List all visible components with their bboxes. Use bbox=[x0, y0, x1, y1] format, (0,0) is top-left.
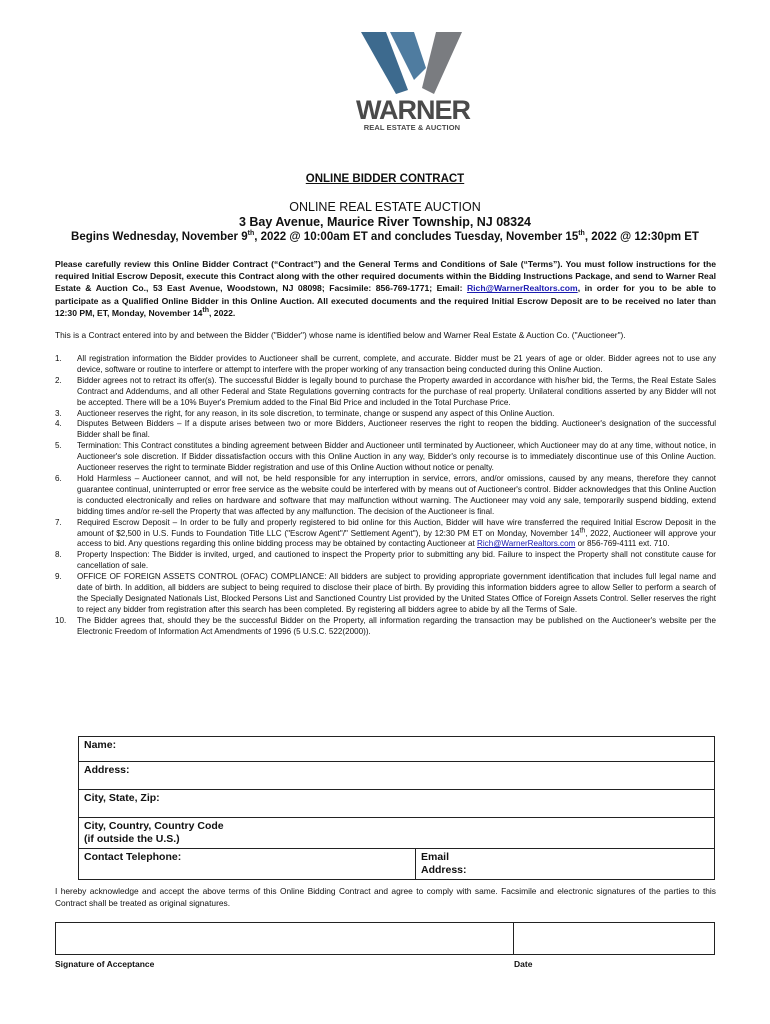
term-item: 10. The Bidder agrees that, should they be the successful Bidder on the Property, all information regarding the transaction may be published on the Auctioneer's website per the Electronic Freedom of Information Act Amendments of 1996 (5 U.S.C. 522(2000)). bbox=[55, 615, 716, 636]
contract-title: ONLINE BIDDER CONTRACT bbox=[305, 173, 465, 185]
intro-instructions: Please carefully review this Online Bidder Contract (“Contract”) and the General Terms and Conditions of Sale (“Terms”). You must follow instructions for the required Initial Escrow Deposit, execute this Contract along with the other required documents within the Bidding Instructions Package, and send to Warner Real Estate & Auction Co., 53 East Avenue, Woodstown, NJ 08098; Facsimile: 856-769-1771; Email: Rich@WarnerRealtors.com, in order for you to be able to participate as a Qualified Online Bidder in this Online Auction. All executed documents and the required Initial Escrow Deposit are to be received no later than 12:30 PM, ET, Monday, November 14th, 2022. bbox=[55, 259, 716, 318]
term-item: 9. OFFICE OF FOREIGN ASSETS CONTROL (OFAC) COMPLIANCE: All bidders are subject to providing appropriate government identification that includes full legal name and date of birth. In addition, all bidders are subject to being required to disclose their place of birth. By providing this information bidders agree to allow Seller to perform a search of the Specially Designated Nationals List, Blocked Persons List and Sanctioned Country List provided by the United States Office of Foreign Assets Control. Seller reserves the right to reject any bidder from registration after this search has been completed. By registering all bidders agree to abide by all the Terms of Sale. bbox=[55, 572, 716, 614]
terms-list bbox=[55, 354, 716, 638]
term-item: 4. Disputes Between Bidders – If a dispute arises between two or more Bidders, Auctioneer reserves the right to reopen the bidding. Auctioneer's designation of the successful Bidder shall be final. bbox=[55, 419, 716, 440]
logo-brand-name: WARNER bbox=[356, 95, 470, 125]
city-state-zip-label: City, State, Zip: bbox=[84, 792, 160, 804]
contact-telephone-field[interactable] bbox=[79, 849, 416, 880]
city-state-zip-field[interactable] bbox=[79, 790, 715, 818]
bidder-info-form bbox=[78, 736, 715, 880]
name-field[interactable] bbox=[79, 737, 715, 762]
country-label-note: (if outside the U.S.) bbox=[84, 833, 180, 845]
signature-field[interactable] bbox=[56, 923, 514, 954]
auction-schedule: Begins Wednesday, November 9th, 2022 @ 10:00am ET and concludes Tuesday, November 15th, 2022 @ 12:30pm ET bbox=[71, 230, 699, 243]
property-address: 3 Bay Avenue, Maurice River Township, NJ 08324 bbox=[238, 215, 531, 229]
email-label: Email bbox=[421, 851, 450, 863]
warner-w-mark-icon bbox=[356, 28, 468, 98]
email-address-field[interactable] bbox=[416, 849, 715, 880]
country-label: City, Country, Country Code bbox=[84, 820, 224, 832]
parties-statement: This is a Contract entered into by and between the Bidder ("Bidder") whose name is identified below and Warner Real Estate & Auction Co. ("Auctioneer"). bbox=[55, 330, 626, 340]
address-label: Address: bbox=[84, 764, 130, 776]
term-item: 3. Auctioneer reserves the right, for any reason, in its sole discretion, to terminate, change or suspend any aspect of this Online Auction. bbox=[55, 408, 555, 418]
auction-title: ONLINE REAL ESTATE AUCTION bbox=[289, 200, 481, 214]
w-mark-right-stroke bbox=[422, 32, 462, 94]
warner-logo bbox=[356, 28, 468, 136]
term-item: 8. Property Inspection: The Bidder is invited, urged, and cautioned to inspect the Property prior to submitting any bid. Failure to inspect the Property shall not constitute cause for cancellation of sale. bbox=[55, 550, 716, 571]
term-item: 5. Termination: This Contract constitutes a binding agreement between Bidder and Auctioneer until terminated by Auctioneer, which Auctioneer may do at any time, without notice, in Auctioneer's sole discretion. If Bidder dissatisfaction occurs with this Online Auction in any way, Bidder's only recourse is to immediately discontinue use of this Online Auction. Auctioneer reserves the right to terminate Bidder registration and use of this Online Auction without notice or penalty. bbox=[55, 441, 716, 473]
term-item: 2. Bidder agrees not to retract its offer(s). The successful Bidder is legally bound to purchase the Property awarded in accordance with his/her bid, the Terms, the Real Estate Sales Contract and Addendums, and all other Federal and State Regulations governing contracts for the purchase of real property. Unilateral conditions asserted by any Bidder will not be accepted. There will be a 10% Buyer's Premium added to the Final Bid Price and included in the Total Purchase Price. bbox=[55, 375, 716, 407]
term-email-link[interactable]: Rich@WarnerRealtors.com bbox=[477, 539, 576, 549]
term-item: 6. Hold Harmless – Auctioneer cannot, and will not, be held responsible for any interruption in service, errors, and/or omissions, caused by any means, therefore they cannot guarantee continual, uninterrupted or error free service as the website could be interfered with by means out of Auctioneer's control. Bidder acknowledges that this Online Auction is conducted electronically and relies on hardware and software that may malfunction without warning. The Auctioneer may void any sale, temporarily suspend bidding, extend bidding times and/or re-sell the Property that was affected by any malfunction. The decision of the Auctioneer is final. bbox=[55, 473, 716, 516]
contact-telephone-label: Contact Telephone: bbox=[84, 851, 182, 863]
country-field[interactable] bbox=[79, 818, 715, 849]
email-label-2: Address: bbox=[421, 864, 467, 876]
term-item: 7. Required Escrow Deposit – In order to be fully and properly registered to bid online for this Auction, Bidder will have wire transferred the required Initial Escrow Deposit in the amount of $2,500 in U.S. Funds to Foundation Title LLC ("Escrow Agent"/" Settlement Agent"), by 12:30 PM ET on Monday, November 14th, 2022, Auctioneer will approve your access to bid. Any questions regarding this online bidding process may be obtained by contacting Auctioneer at Rich@WarnerRealtors.com or 856-769-4111 ext. 710. bbox=[55, 517, 716, 549]
logo-tagline: REAL ESTATE & AUCTION bbox=[363, 123, 461, 132]
acknowledgement-text: I hereby acknowledge and accept the above terms of this Online Bidding Contract and agree to comply with same. Facsimile and electronic signatures of the parties to this Contract shall be treated as original signatures. bbox=[55, 886, 716, 908]
signature-box bbox=[55, 922, 715, 955]
name-label: Name: bbox=[84, 739, 117, 751]
address-field[interactable] bbox=[79, 762, 715, 790]
date-field[interactable] bbox=[514, 923, 714, 954]
date-label: Date bbox=[514, 959, 533, 969]
intro-email-link[interactable]: Rich@WarnerRealtors.com bbox=[466, 283, 578, 294]
signature-label: Signature of Acceptance bbox=[55, 959, 155, 969]
term-item: 1. All registration information the Bidder provides to Auctioneer shall be current, complete, and accurate. Bidder must be 21 years of age or older. Bidder agrees not to use any device, software or routine to interfere or attempt to interfere with the proper working of any transaction being conducted during this Online Auction. bbox=[55, 354, 716, 374]
